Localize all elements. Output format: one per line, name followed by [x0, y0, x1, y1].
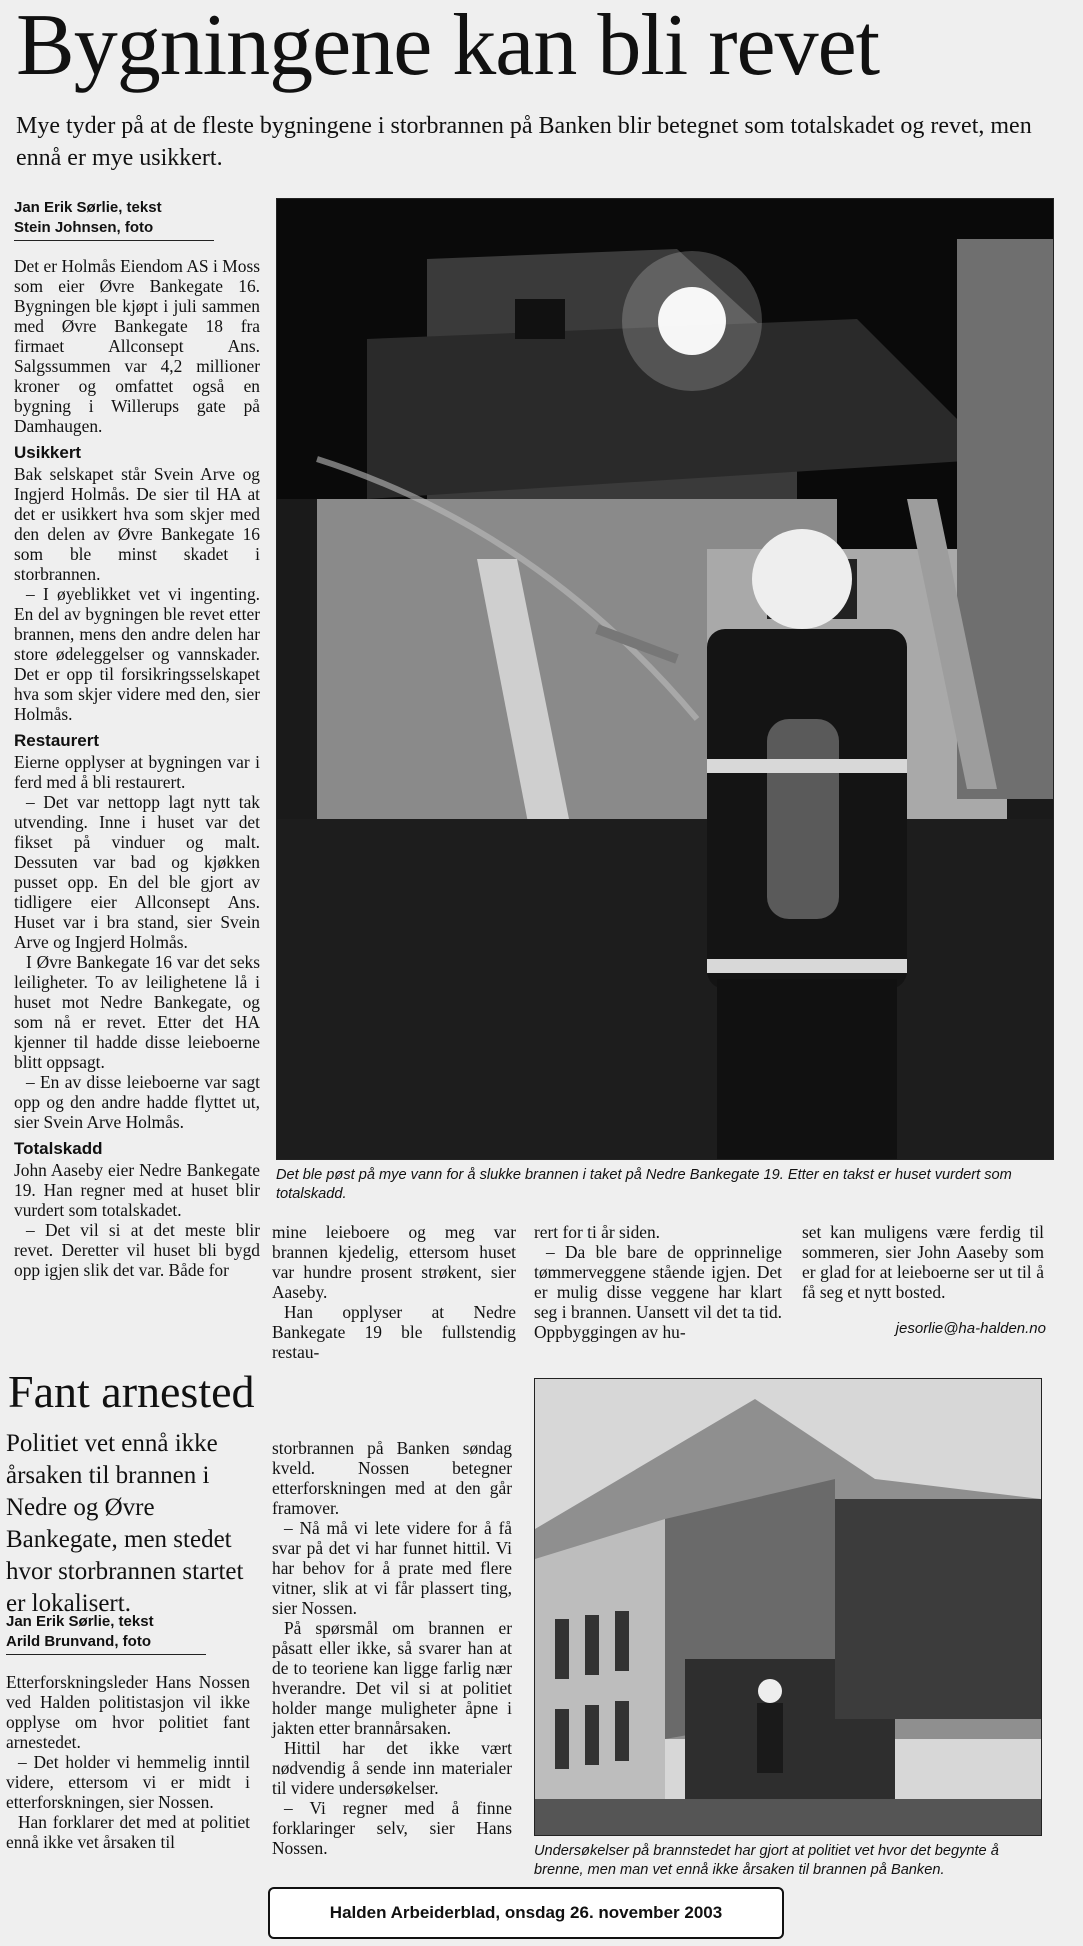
deck-2: Politiet vet ennå ikke årsaken til brannen i Nedre og Øvre Bankegate, men stedet hvor storbrannen startet er lokalisert.	[6, 1430, 244, 1617]
paragraph: Han forklarer det med at politiet ennå ikke vet årsaken til	[6, 1812, 250, 1852]
paragraph: I Øvre Bankegate 16 var det seks leiligheter. To av leilighetene lå i huset mot Nedre Bankegate, og som nå er revet. Etter det HA kjenner til hadde disse leieboerne blitt oppsagt.	[14, 952, 260, 1072]
paragraph: – Det holder vi hemmelig inntil videre, ettersom vi er midt i etterforskningen, sier Nossen.	[6, 1752, 250, 1812]
paragraph: – Da ble bare de opprinnelige tømmerveggene stående igjen. Det er mulig disse veggene har klart seg i brannen. Uansett vil det ta tid. Oppbyggingen av hu-	[534, 1242, 782, 1342]
article2-column-1	[6, 1672, 250, 1872]
paragraph: Hittil har det ikke vært nødvendig å sende inn materialer til videre undersøkelser.	[272, 1738, 512, 1798]
article-column-1	[14, 256, 260, 1280]
paragraph: mine leieboere og meg var brannen kjedelig, ettersom huset var hundre prosent strøkent, sier Aaseby.	[272, 1222, 516, 1302]
source-box: Halden Arbeiderblad, onsdag 26. november 2003	[268, 1887, 784, 1939]
byline-writer: Jan Erik Sørlie, tekst	[6, 1613, 154, 1630]
burnt-building-illustration	[535, 1379, 1041, 1835]
article-column-3	[534, 1222, 782, 1342]
headline: Bygningene kan bli revet	[16, 0, 880, 94]
byline-2	[6, 1612, 206, 1655]
paragraph: – I øyeblikket vet vi ingenting. En del av bygningen ble revet etter brannen, mens den andre delen har store ødeleggelser og vannskader. Det er opp til forsikringsselskapet hva som skjer videre med den, sier Holmås.	[14, 584, 260, 724]
paragraph: – Nå må vi lete videre for å få svar på det vi har funnet hittil. Vi har behov for å prate med flere vitner, slik at vi får plassert ting, sier Nossen.	[272, 1518, 512, 1618]
paragraph: storbrannen på Banken søndag kveld. Nossen betegner etterforskningen med at den går framover.	[272, 1438, 512, 1518]
fire-photo	[276, 198, 1054, 1160]
paragraph: Bak selskapet står Svein Arve og Ingjerd Holmås. De sier til HA at det er usikkert hva som skjer med den delen av Øvre Bankegate 16 som ble minst skadet i storbrannen.	[14, 464, 260, 584]
paragraph: Det er Holmås Eiendom AS i Moss som eier Øvre Bankegate 16. Bygningen ble kjøpt i juli sammen med Øvre Bankegate 18 fra firmaet Allconsept Ans. Salgssummen var 4,2 millioner kroner og omfattet også en bygning i Willerups gate på Damhaugen.	[14, 256, 260, 436]
photo-caption: Det ble pøst på mye vann for å slukke brannen i taket på Nedre Bankegate 19. Etter en takst er huset vurdert som totalskadd.	[276, 1167, 1012, 1202]
byline-photographer: Arild Brunvand, foto	[6, 1633, 151, 1650]
author-email[interactable]: jesorlie@ha-halden.no	[895, 1320, 1046, 1337]
article2-column-2	[272, 1438, 512, 1878]
paragraph: set kan muligens være ferdig til sommeren, sier John Aaseby som er glad for at leieboerne ser ut til å få seg et nytt bosted.	[802, 1222, 1044, 1302]
firefighter-illustration	[277, 199, 1053, 1159]
headline-2: Fant arnested	[8, 1366, 255, 1417]
photo-caption-2: Undersøkelser på brannstedet har gjort at politiet vet hvor det begynte å brenne, men man vet ennå ikke årsaken til brannen på Banken.	[534, 1843, 999, 1878]
deck: Mye tyder på at de fleste bygningene i storbrannen på Banken blir betegnet som totalskadet og revet, men ennå er mye usikkert.	[16, 113, 1032, 171]
paragraph: – Det var nettopp lagt nytt tak utvending. Inne i huset var det fikset på vinduer og malt. Dessuten var bad og kjøkken pusset opp. En del ble gjort av tidligere eier Allconsept Ans. Huset var i bra stand, sier Svein Arve og Ingjerd Holmås.	[14, 792, 260, 952]
article-column-2	[272, 1222, 516, 1362]
subheading-restaurert: Restaurert	[14, 731, 100, 750]
byline-writer: Jan Erik Sørlie, tekst	[14, 199, 162, 216]
paragraph: Eierne opplyser at bygningen var i ferd med å bli restaurert.	[14, 752, 260, 792]
byline	[14, 198, 214, 241]
building-photo	[534, 1378, 1042, 1836]
subheading-totalskadd: Totalskadd	[14, 1139, 103, 1158]
paragraph: rert for ti år siden.	[534, 1222, 661, 1242]
paragraph: – En av disse leieboerne var sagt opp og den andre hadde flyttet ut, sier Svein Arve Holmås.	[14, 1072, 260, 1132]
paragraph: På spørsmål om brannen er påsatt eller ikke, så svarer han at de to teoriene kan ligge farlig nær hverandre. Det vil si at politiet holder mange muligheter åpne i jakten etter brannårsaken.	[272, 1618, 512, 1738]
paragraph: Han opplyser at Nedre Bankegate 19 ble fullstendig restau-	[272, 1302, 516, 1362]
paragraph: John Aaseby eier Nedre Bankegate 19. Han regner med at huset blir vurdert som totalskadet.	[14, 1160, 260, 1220]
byline-photographer: Stein Johnsen, foto	[14, 219, 154, 236]
paragraph: – Det vil si at det meste blir revet. Deretter vil huset bli bygd opp igjen slik det var. Både for	[14, 1220, 260, 1280]
article-column-4	[802, 1222, 1044, 1312]
paragraph: Etterforskningsleder Hans Nossen ved Halden politistasjon vil ikke opplyse om hvor politiet fant arnestedet.	[6, 1672, 250, 1752]
subheading-usikkert: Usikkert	[14, 443, 82, 462]
paragraph: – Vi regner med å finne forklaringer selv, sier Hans Nossen.	[272, 1798, 512, 1858]
